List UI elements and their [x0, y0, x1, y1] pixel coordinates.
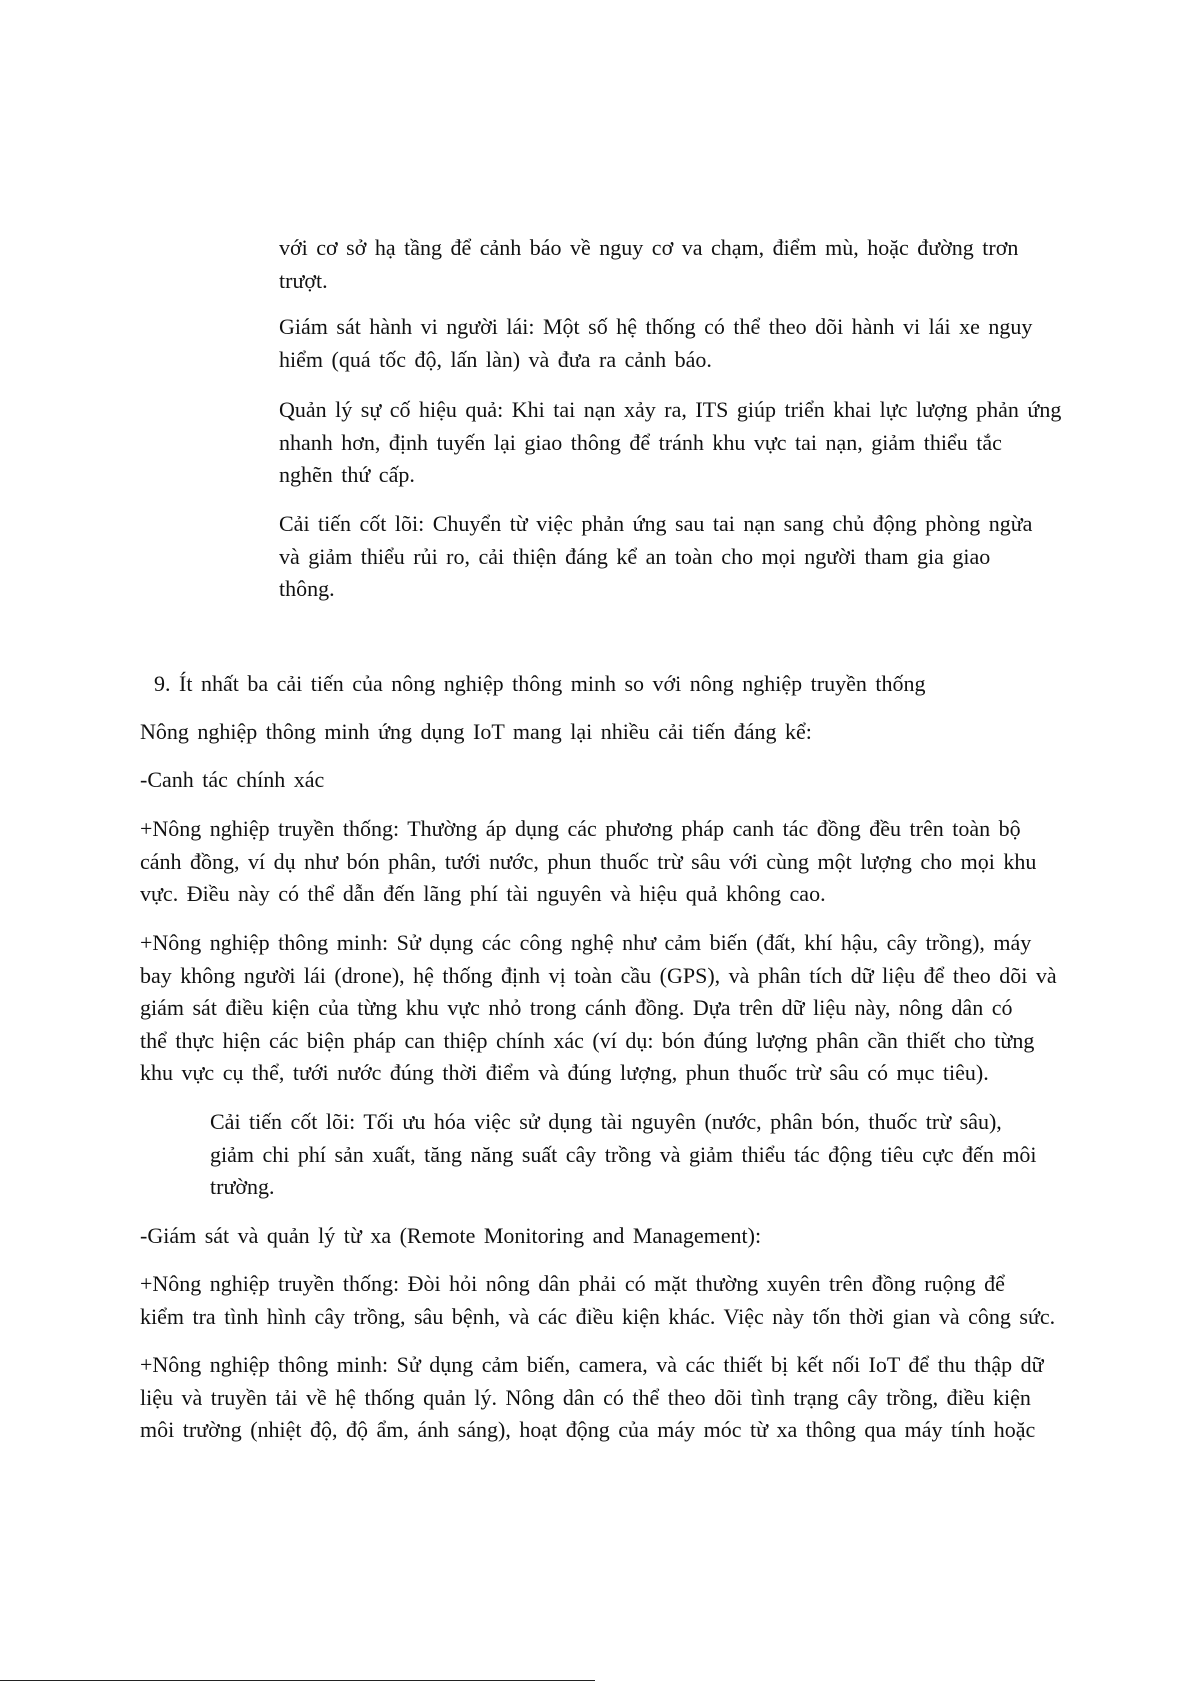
text-line: giám sát điều kiện của từng khu vực nhỏ trong cánh đồng. Dựa trên dữ liệu này, nông dân có — [140, 995, 1013, 1020]
paragraph-precision-traditional — [140, 813, 1036, 911]
paragraph-precision-smart — [140, 927, 1057, 1090]
text-line: Cải tiến cốt lõi: Chuyển từ việc phản ứng sau tai nạn sang chủ động phòng ngừa — [279, 511, 1033, 536]
paragraph-incident-management — [279, 394, 1061, 492]
paragraph-remote-traditional — [140, 1268, 1055, 1333]
paragraph-core-improvement-its — [279, 508, 1032, 606]
text-line: vực. Điều này có thể dẫn đến lãng phí tài nguyên và hiệu quả không cao. — [140, 881, 826, 906]
text-line: thông. — [279, 576, 335, 601]
text-line: nhanh hơn, định tuyến lại giao thông để tránh khu vực tai nạn, giảm thiểu tắc — [279, 429, 1002, 455]
text-line: +Nông nghiệp thông minh: Sử dụng cảm biến, camera, và các thiết bị kết nối IoT để thu thập dữ — [140, 1352, 1044, 1377]
text-line: -Canh tác chính xác — [140, 767, 325, 792]
text-line: bay không người lái (drone), hệ thống định vị toàn cầu (GPS), và phân tích dữ liệu để theo dõi và — [140, 962, 1057, 988]
text-line: trượt. — [279, 267, 328, 293]
paragraph-continuation — [279, 232, 1018, 297]
text-line: +Nông nghiệp truyền thống: Đòi hỏi nông dân phải có mặt thường xuyên trên đồng ruộng để — [140, 1271, 1005, 1296]
text-line: 9. Ít nhất ba cải tiến của nông nghiệp thông minh so với nông nghiệp truyền thống — [154, 671, 926, 696]
text-line: +Nông nghiệp truyền thống: Thường áp dụng các phương pháp canh tác đồng đều trên toàn bộ — [140, 816, 1021, 841]
text-line: kiểm tra tình hình cây trồng, sâu bệnh, và các điều kiện khác. Việc này tốn thời gian và công sức. — [140, 1303, 1056, 1329]
text-line: +Nông nghiệp thông minh: Sử dụng các công nghệ như cảm biến (đất, khí hậu, cây trồng), máy — [140, 930, 1032, 955]
text-line: liệu và truyền tải về hệ thống quản lý. Nông dân có thể theo dõi tình trạng cây trồng, điều kiện — [140, 1384, 1031, 1410]
text-line: nghẽn thứ cấp. — [279, 462, 415, 487]
section-heading — [154, 668, 925, 701]
text-line: trường. — [210, 1174, 275, 1199]
text-line: cánh đồng, ví dụ như bón phân, tưới nước, phun thuốc trừ sâu với cùng một lượng cho mọi khu — [140, 848, 1037, 874]
text-line: khu vực cụ thể, tưới nước đúng thời điểm và đúng lượng, phun thuốc trừ sâu có mục tiêu). — [140, 1060, 989, 1085]
paragraph-intro — [140, 716, 812, 749]
text-line: giảm chi phí sản xuất, tăng năng suất cây trồng và giảm thiểu tác động tiêu cực đến môi — [210, 1141, 1037, 1167]
text-line: -Giám sát và quản lý từ xa (Remote Monitoring and Management): — [140, 1223, 762, 1248]
text-line: hiểm (quá tốc độ, lấn làn) và đưa ra cảnh báo. — [279, 346, 712, 372]
paragraph-precision-heading — [140, 764, 324, 797]
text-line: Quản lý sự cố hiệu quả: Khi tai nạn xảy ra, ITS giúp triển khai lực lượng phản ứng — [279, 397, 1062, 422]
paragraph-driver-monitoring — [279, 311, 1032, 376]
text-line: môi trường (nhiệt độ, độ ẩm, ánh sáng), hoạt động của máy móc từ xa thông qua máy tính hoặc — [140, 1417, 1036, 1442]
text-line: và giảm thiểu rủi ro, cải thiện đáng kể an toàn cho mọi người tham gia giao — [279, 543, 991, 569]
text-line: Cải tiến cốt lõi: Tối ưu hóa việc sử dụng tài nguyên (nước, phân bón, thuốc trừ sâu), — [210, 1109, 1002, 1134]
text-line: thể thực hiện các biện pháp can thiệp chính xác (ví dụ: bón đúng lượng phân cần thiết cho từng — [140, 1027, 1035, 1053]
paragraph-remote-smart — [140, 1349, 1044, 1447]
footer-divider — [0, 1680, 595, 1681]
paragraph-core-improvement-precision — [210, 1106, 1037, 1204]
text-line: Nông nghiệp thông minh ứng dụng IoT mang lại nhiều cải tiến đáng kể: — [140, 719, 812, 744]
text-line: với cơ sở hạ tầng để cảnh báo về nguy cơ va chạm, điểm mù, hoặc đường trơn — [279, 235, 1019, 260]
paragraph-remote-heading — [140, 1220, 761, 1253]
text-line: Giám sát hành vi người lái: Một số hệ thống có thể theo dõi hành vi lái xe nguy — [279, 314, 1033, 339]
